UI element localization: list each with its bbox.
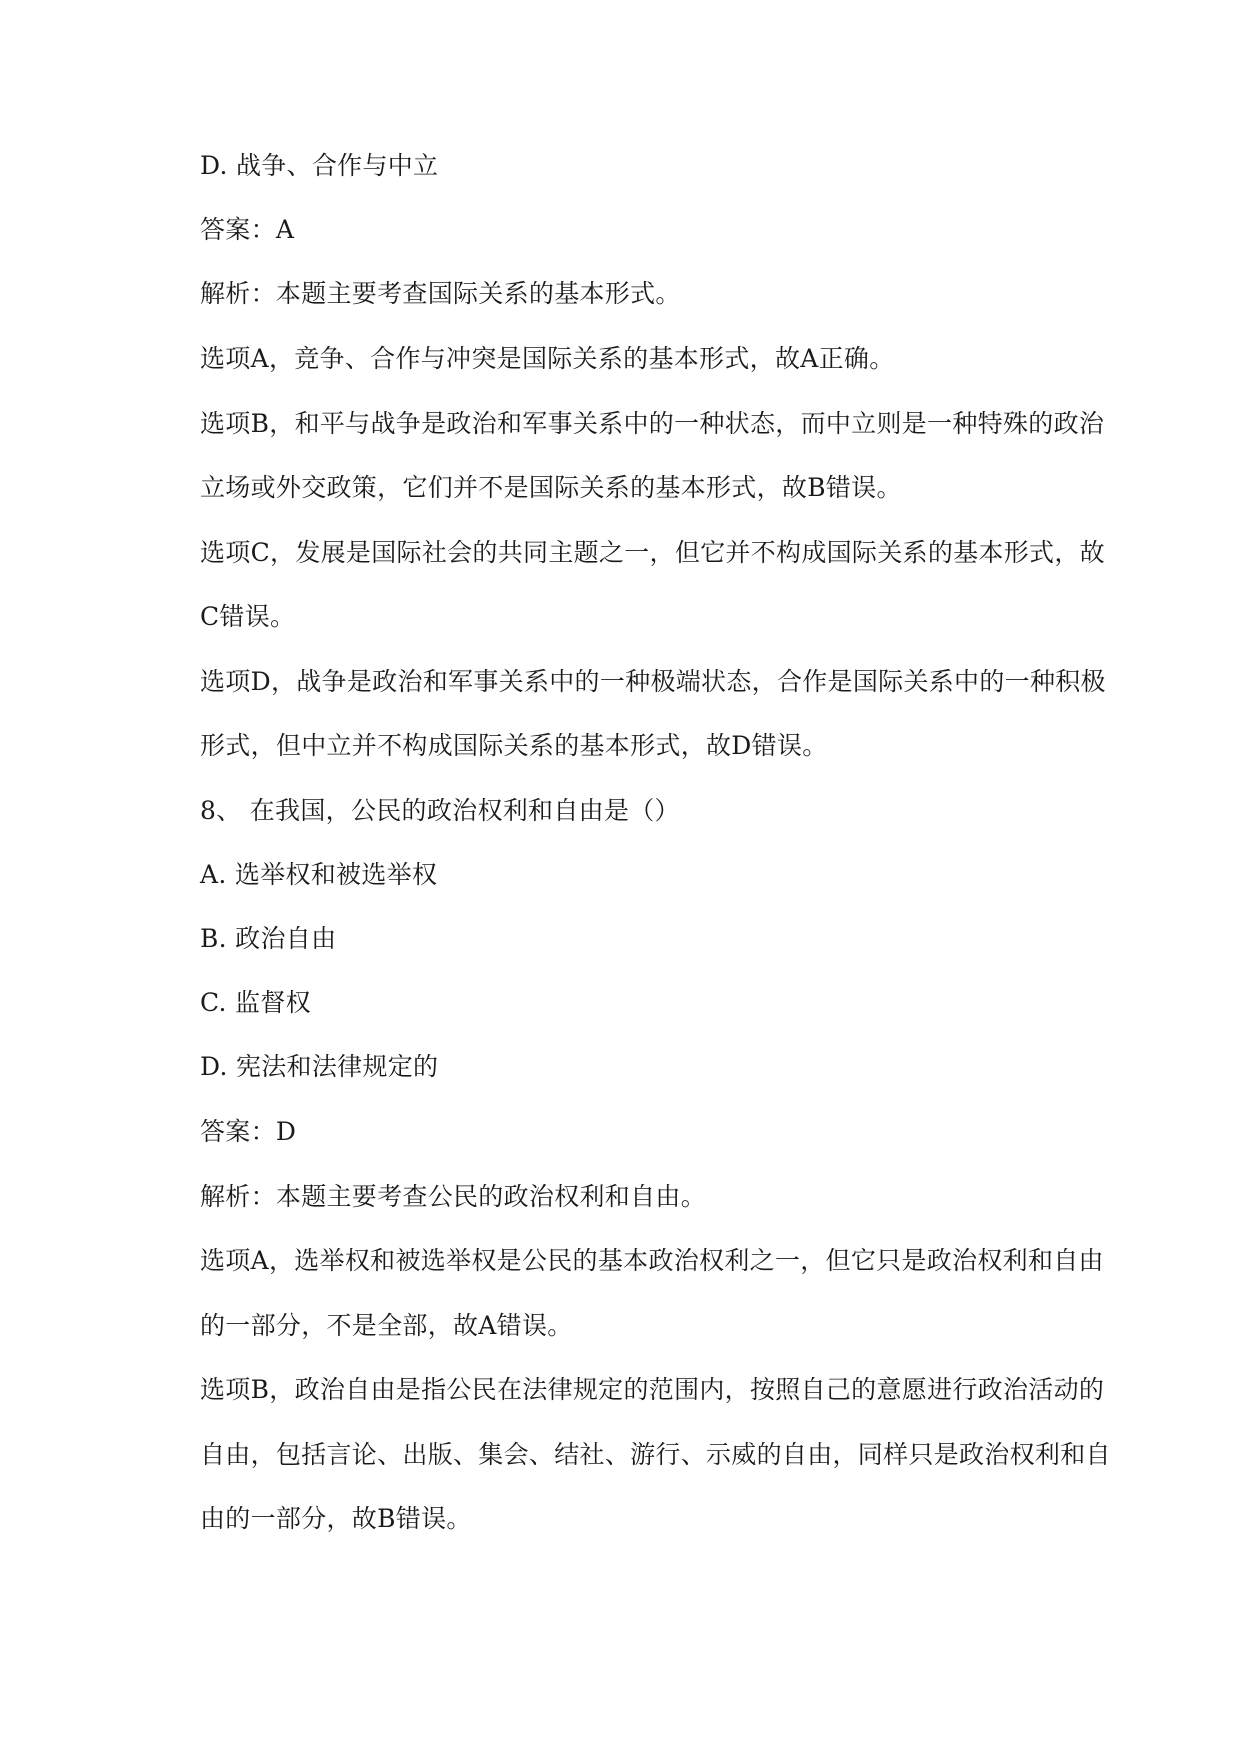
analysis-option-d: 选项D，战争是政治和军事关系中的一种极端状态，合作是国际关系中的一种积极	[200, 667, 1106, 696]
analysis-option-b: 选项B，和平与战争是政治和军事关系中的一种状态，而中立则是一种特殊的政治	[200, 409, 1105, 438]
option-c: C. 监督权	[200, 988, 311, 1017]
option-d: D. 宪法和法律规定的	[200, 1052, 439, 1081]
analysis-line: 解析：本题主要考查国际关系的基本形式。	[200, 279, 681, 308]
analysis-8-option-a-cont: 的一部分，不是全部，故A错误。	[200, 1311, 573, 1340]
answer-line: 答案：A	[200, 215, 295, 244]
option-a: A. 选举权和被选举权	[200, 860, 438, 889]
analysis-option-a: 选项A，竞争、合作与冲突是国际关系的基本形式，故A正确。	[200, 344, 895, 373]
analysis-option-d-cont: 形式，但中立并不构成国际关系的基本形式，故D错误。	[200, 731, 828, 760]
analysis-line-8: 解析：本题主要考查公民的政治权利和自由。	[200, 1182, 707, 1211]
option-d-prev-question: D. 战争、合作与中立	[200, 151, 439, 180]
question-8: 8、 在我国，公民的政治权利和自由是（）	[200, 796, 680, 825]
analysis-8-option-a: 选项A，选举权和被选举权是公民的基本政治权利之一，但它只是政治权利和自由	[200, 1246, 1104, 1275]
analysis-option-c-cont: C错误。	[200, 602, 296, 631]
analysis-8-option-b: 选项B，政治自由是指公民在法律规定的范围内，按照自己的意愿进行政治活动的	[200, 1375, 1105, 1404]
analysis-option-c: 选项C，发展是国际社会的共同主题之一，但它并不构成国际关系的基本形式，故	[200, 538, 1105, 567]
answer-line-8: 答案：D	[200, 1117, 297, 1146]
option-b: B. 政治自由	[200, 924, 337, 953]
analysis-option-b-cont: 立场或外交政策，它们并不是国际关系的基本形式，故B错误。	[200, 473, 902, 502]
analysis-8-option-b-end: 由的一部分，故B错误。	[200, 1504, 472, 1533]
analysis-8-option-b-cont: 自由，包括言论、出版、集会、结社、游行、示威的自由，同样只是政治权利和自	[200, 1440, 1111, 1469]
